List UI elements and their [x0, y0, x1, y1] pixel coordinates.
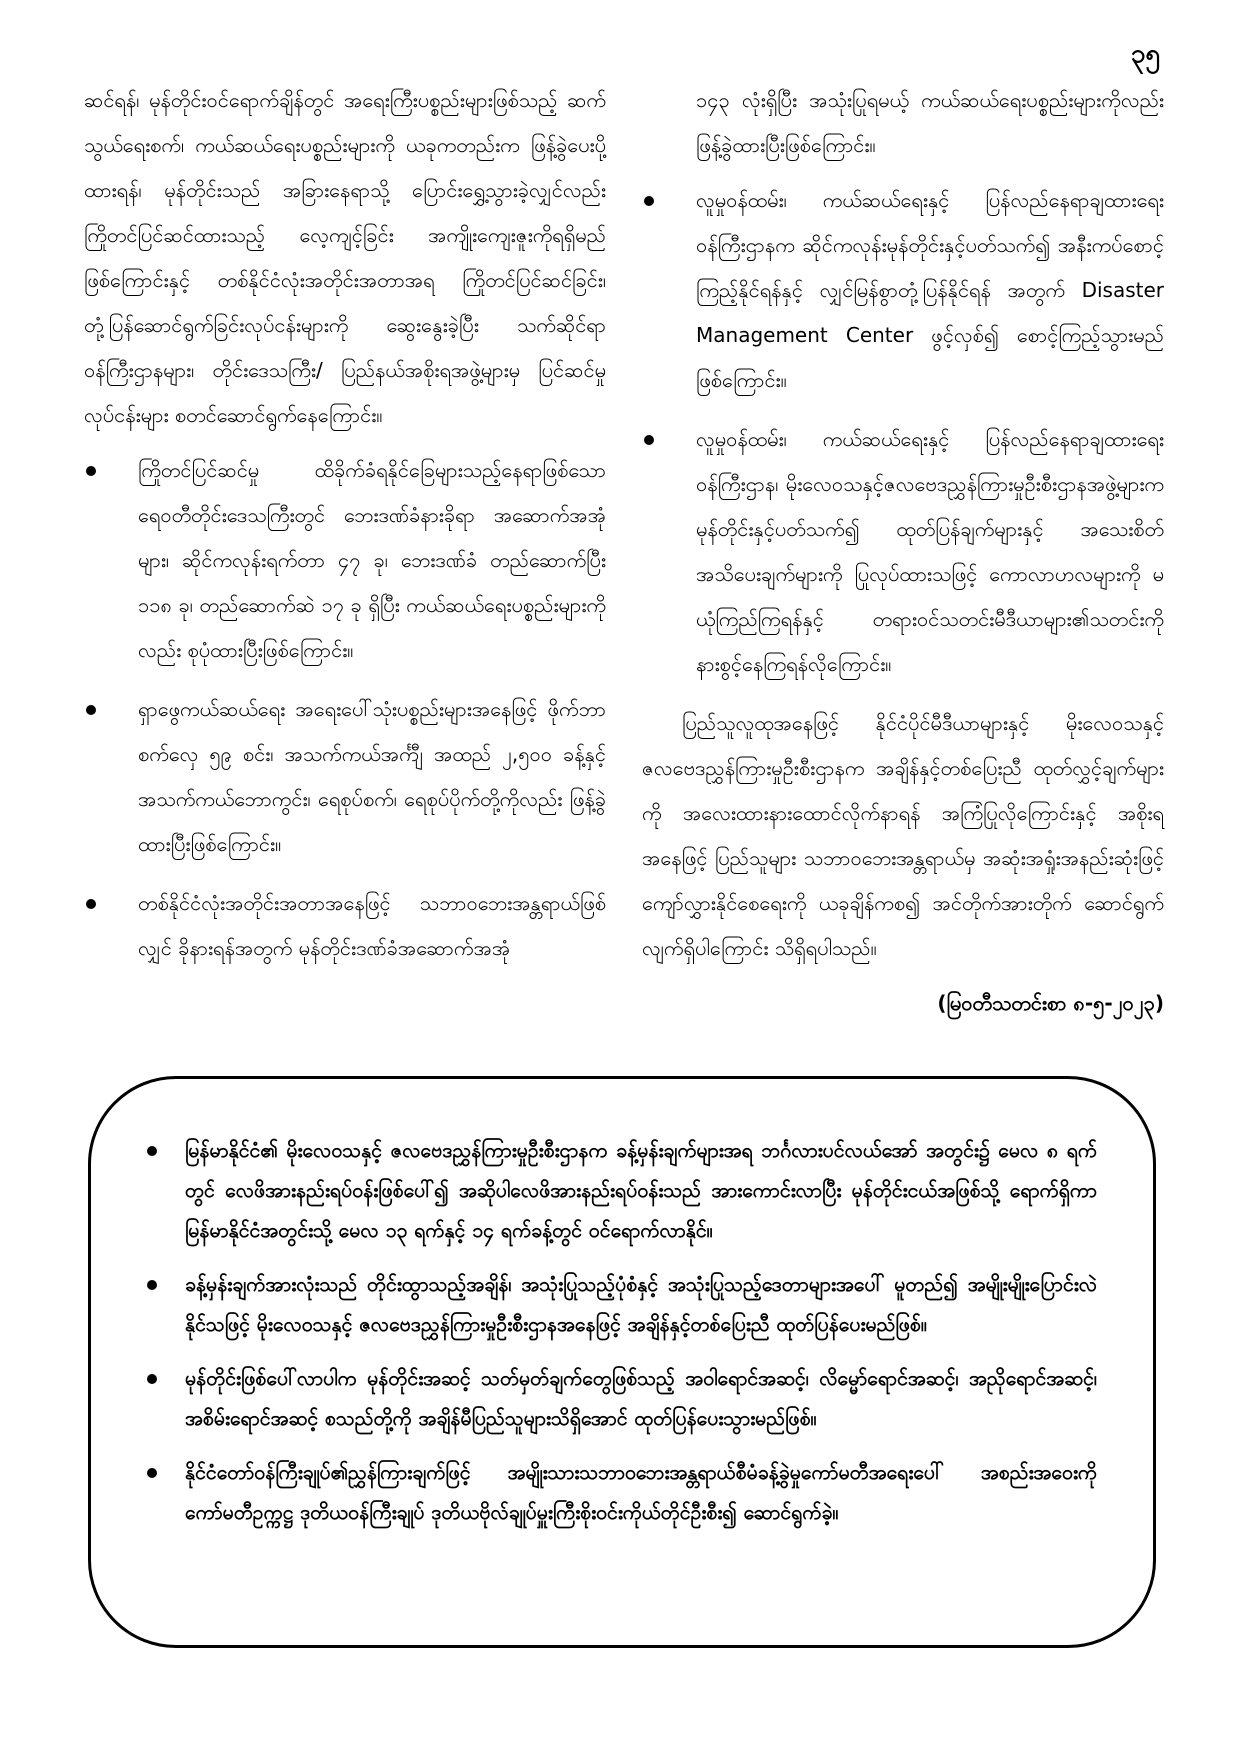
page-number: ၃၅: [1130, 39, 1160, 69]
notice-item-text: မြန်မာနိုင်ငံ၏ မိုးလေဝသနှင့် ဇလဗေဒညွှန်ကြားမှုဦးစီးဌာနက ခန့်မှန်းချက်များအရ ဘင်္ဂလားပင်လယ်အော် အတွင်း၌ မေလ ၈ ရက်တွင် လေဖိအားနည်းရပ်ဝန်းဖြစ်ပေါ်၍ အဆိုပါလေဖိအားနည်းရပ်ဝန်းသည် အားကောင်းလာပြီး မုန်တိုင်းငယ်အဖြစ်သို့ ရောက်ရှိကာ မြန်မာနိုင်ငံအတွင်းသို့ မေလ ၁၃ ရက်နှင့် ၁၄ ရက်ခန့်တွင် ဝင်ရောက်လာနိုင်။: [185, 1139, 1097, 1242]
summary-notice-box: [88, 1076, 1156, 1648]
bullet-icon: [147, 1468, 157, 1478]
article-body: [84, 78, 1164, 1058]
bullet-icon: [86, 705, 96, 715]
right-column: [642, 78, 1164, 1058]
bullet-icon: [147, 1280, 157, 1290]
notice-item-text: နိုင်ငံတော်ဝန်ကြီးချုပ်၏ညွှန်ကြားချက်ဖြင့် အမျိုးသားသဘာဝဘေးအန္တရာယ်စီမံခန့်ခွဲမှုကော်မတီအရေးပေါ် အစည်းအဝေးကို ကော်မတီဥက္ကဋ္ဌ ဒုတိယဝန်ကြီးချုပ် ဒုတိယဗိုလ်ချုပ်မှူးကြီးစိုးဝင်းကိုယ်တိုင်ဦးစီး၍ ဆောင်ရွက်ခဲ့။: [185, 1461, 1097, 1524]
notice-item: [147, 1359, 1097, 1439]
intro-paragraph: ဆင်ရန်၊ မုန်တိုင်းဝင်ရောက်ချိန်တွင် အရေးကြီးပစ္စည်းများဖြစ်သည့် ဆက်သွယ်ရေးစက်၊ ကယ်ဆယ်ရေးပစ္စည်းများကို ယခုကတည်းက ဖြန့်ခွဲပေးပို့ထားရန်၊ မုန်တိုင်းသည် အခြားနေရာသို့ ပြောင်းရွှေ့သွားခဲ့လျှင်လည်း ကြိုတင်ပြင်ဆင်ထားသည့် လေ့ကျင့်ခြင်း အကျိုးကျေးဇူးကိုရရှိမည်ဖြစ်ကြောင်းနှင့် တစ်နိုင်ငံလုံးအတိုင်းအတာအရ ကြိုတင်ပြင်ဆင်ခြင်း၊ တုံ့ပြန်ဆောင်ရွက်ခြင်းလုပ်ငန်းများကို ဆွေးနွေးခဲ့ပြီး သက်ဆိုင်ရာဝန်ကြီးဌာနများ၊ တိုင်းဒေသကြီး/ ပြည်နယ်အစိုးရအဖွဲ့များမှ ပြင်ဆင်မှုလုပ်ငန်းများ စတင်ဆောင်ရွက်နေကြောင်း။: [84, 88, 606, 427]
list-item: [642, 417, 1164, 687]
notice-item-text: ခန့်မှန်းချက်အားလုံးသည် တိုင်းထွာသည့်အချိန်၊ အသုံးပြုသည့်ပုံစံနှင့် အသုံးပြုသည့်ဒေတာများအပေါ် မူတည်၍ အမျိုးမျိုးပြောင်းလဲနိုင်သဖြင့် မိုးလေဝသနှင့် ဇလဗေဒညွှန်ကြားမှုဦးစီးဌာနအနေဖြင့် အချိန်နှင့်တစ်ပြေးညီ ထုတ်ပြန်ပေးမည်ဖြစ်။: [185, 1273, 1097, 1336]
notice-item: [147, 1265, 1097, 1345]
list-item: [84, 448, 606, 673]
list-item-text: ရှာဖွေကယ်ဆယ်ရေး အရေးပေါ်သုံးပစ္စည်းများအနေဖြင့် ဖိုက်ဘာစက်လှေ ၅၉ စင်း၊ အသက်ကယ်အင်္ကျီ အထည် ၂,၅၀၀ ခန့်နှင့် အသက်ကယ်ဘောကွင်း၊ ရေစုပ်စက်၊ ရေစုပ်ပိုက်တို့ကိုလည်း ဖြန့်ခွဲထားပြီးဖြစ်ကြောင်း။: [138, 697, 606, 856]
source-citation: (မြဝတီသတင်းစာ ၈-၅-၂၀၂၃): [937, 991, 1164, 1015]
closing-paragraph: ပြည်သူလူထုအနေဖြင့် နိုင်ငံပိုင်မီဒီယာများနှင့် မိုးလေဝသနှင့် ဇလဗေဒညွှန်ကြားမှုဦးစီးဌာနက အချိန်နှင့်တစ်ပြေးညီ ထုတ်လွှင့်ချက်များကို အလေးထားနားထောင်လိုက်နာရန် အကြံပြုလိုကြောင်းနှင့် အစိုးရအနေဖြင့် ပြည်သူများ သဘာဝဘေးအန္တရာယ်မှ အဆုံးအရှုံးအနည်းဆုံးဖြင့် ကျော်လွှားနိုင်စေရေးကို ယခုချိန်ကစ၍ အင်တိုက်အားတိုက် ဆောင်ရွက်လျက်ရှိပါကြောင်း သိရှိရပါသည်။: [642, 711, 1164, 960]
notice-item-text: မုန်တိုင်းဖြစ်ပေါ်လာပါက မုန်တိုင်းအဆင့် သတ်မှတ်ချက်တွေဖြစ်သည့် အဝါရောင်အဆင့်၊ လိမ္မော်ရောင်အဆင့်၊ အညိုရောင်အဆင့်၊ အစိမ်းရောင်အဆင့် စသည်တို့ကို အချိန်မီပြည်သူများသိရှိအောင် ထုတ်ပြန်ပေးသွားမည်ဖြစ်။: [185, 1367, 1097, 1430]
notice-item: [147, 1453, 1097, 1533]
list-item-text: လူမှုဝန်ထမ်း၊ ကယ်ဆယ်ရေးနှင့် ပြန်လည်နေရာချထားရေးဝန်ကြီးဌာနက ဆိုင်ကလုန်းမုန်တိုင်းနှင့်ပတ်သက်၍ အနီးကပ်စောင့်ကြည့်နိုင်ရန်နှင့် လျှင်မြန်စွာတုံ့ပြန်နိုင်ရန် အတွက် Disaster Management Center ဖွင့်လှစ်၍ စောင့်ကြည့်သွားမည်ဖြစ်ကြောင်း။: [696, 188, 1164, 392]
bullet-icon: [644, 196, 654, 206]
left-column: [84, 78, 606, 1058]
bullet-icon: [644, 435, 654, 445]
list-item: [642, 178, 1164, 403]
bullet-icon: [86, 899, 96, 909]
list-item-text: လူမှုဝန်ထမ်း၊ ကယ်ဆယ်ရေးနှင့် ပြန်လည်နေရာချထားရေးဝန်ကြီးဌာန၊ မိုးလေဝသနှင့်ဇလဗေဒညွှန်ကြားမှုဦးစီးဌာနအဖွဲ့များက မုန်တိုင်းနှင့်ပတ်သက်၍ ထုတ်ပြန်ချက်များနှင့် အသေးစိတ်အသိပေးချက်များကို ပြုလုပ်ထားသဖြင့် ကောလာဟလများကို မယုံကြည်ကြရန်နှင့် တရားဝင်သတင်းမီဒီယာများ၏သတင်းကို နားစွင့်နေကြရန်လိုကြောင်း။: [696, 427, 1164, 676]
list-item: [84, 687, 606, 867]
bullet-icon: [147, 1374, 157, 1384]
bullet-icon: [147, 1146, 157, 1156]
list-item-text: တစ်နိုင်ငံလုံးအတိုင်းအတာအနေဖြင့် သဘာဝဘေးအန္တရာယ်ဖြစ်လျှင် ခိုနားရန်အတွက် မုန်တိုင်းဒဏ်ခံအဆောက်အအုံ: [138, 891, 606, 960]
list-item: [84, 881, 606, 971]
continuation-text: ၁၄၃ လုံးရှိပြီး အသုံးပြုရမယ့် ကယ်ဆယ်ရေးပစ္စည်းများကိုလည်း ဖြန့်ခွဲထားပြီးဖြစ်ကြောင်း။: [696, 88, 1164, 157]
bullet-icon: [86, 466, 96, 476]
notice-item: [147, 1131, 1097, 1251]
list-item-text: ကြိုတင်ပြင်ဆင်မှု ထိခိုက်ခံရနိုင်ခြေများသည့်နေရာဖြစ်သော ရေဝတီတိုင်းဒေသကြီးတွင် ဘေးဒဏ်ခံနားခိုရာ အဆောက်အအုံများ၊ ဆိုင်ကလုန်းရက်တာ ၄၇ ခု၊ ဘေးဒဏ်ခံ တည်ဆောက်ပြီး ၁၁၈ ခု၊ တည်ဆောက်ဆဲ ၁၇ ခု ရှိပြီး ကယ်ဆယ်ရေးပစ္စည်းများကိုလည်း စုပုံထားပြီးဖြစ်ကြောင်း။: [138, 458, 606, 662]
